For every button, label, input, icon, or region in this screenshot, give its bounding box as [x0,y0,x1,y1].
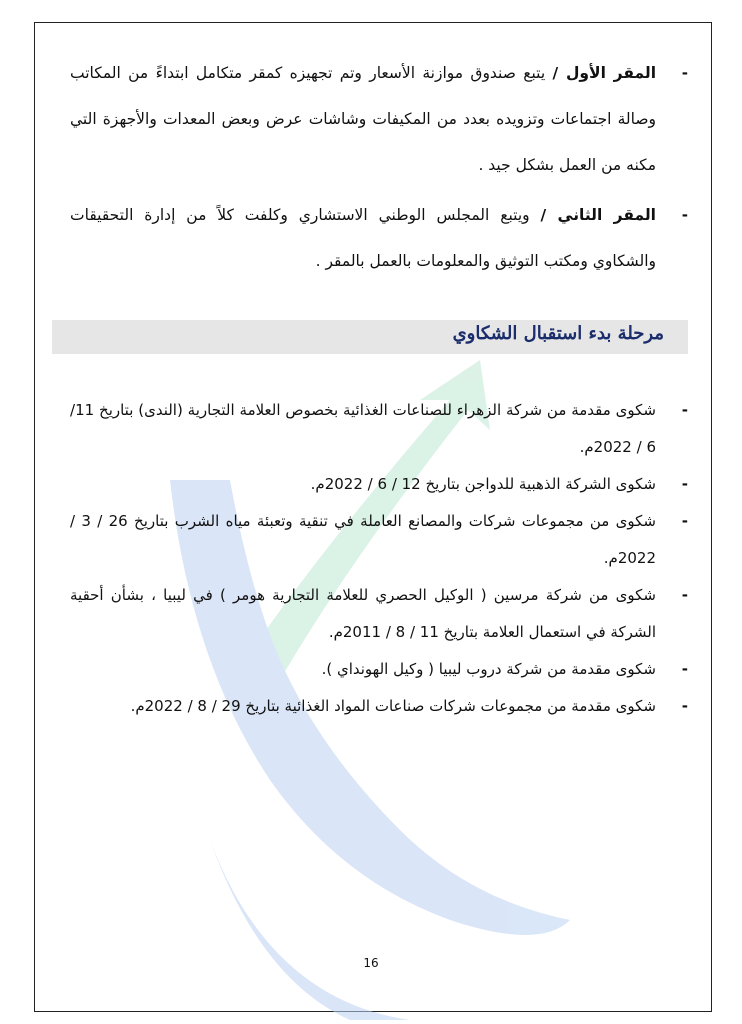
list-item-text: شكوى الشركة الذهبية للدواجن بتاريخ 12 / 6 / 2022م. [310,475,656,493]
bullet: - [681,586,688,604]
intro-paragraph-2 [70,192,688,284]
intro-paragraph-1 [70,50,688,188]
list-item [70,466,688,503]
bullet: - [681,512,688,530]
list-item [70,503,688,577]
complaints-list [70,392,688,725]
list-item [70,577,688,651]
paragraph-label: المقر الثاني / [540,206,656,224]
bullet: - [681,64,688,82]
list-item-text: شكوى من مجموعات شركات والمصانع العاملة في تنقية وتعبئة مياه الشرب بتاريخ 26 / 3 / 2022م. [70,512,657,567]
list-item-text: شكوى من شركة مرسين ( الوكيل الحصري للعلامة التجارية هومر ) في ليبيا ، بشأن أحقية الشركة في استعمال العلامة بتاريخ 11 / 8 / 2011م. [70,586,656,641]
paragraph-text: ويتبع المجلس الوطني الاستشاري وكلفت كلاً من إدارة التحقيقات والشكاوي ومكتب التوثيق والمعلومات بالعمل بالمقر . [70,206,656,270]
bullet: - [681,697,688,715]
document-body [70,50,688,725]
list-item-text: شكوى مقدمة من شركة الزهراء للصناعات الغذائية بخصوص العلامة التجارية (الندى) بتاريخ 11/ 6 / 2022م. [70,401,656,456]
paragraph-label: المقر الأول / [552,64,657,82]
list-item-text: شكوى مقدمة من مجموعات شركات صناعات المواد الغذائية بتاريخ 29 / 8 / 2022م. [130,697,656,715]
list-item [70,651,688,688]
paragraph-text: يتبع صندوق موازنة الأسعار وتم تجهيزه كمقر متكامل ابتداءً من المكاتب وصالة اجتماعات وتزويده بعدد من المكيفات وشاشات عرض وبعض المعدات والأجهزة التي مكنه من العمل بشكل جيد . [70,64,656,174]
list-item [70,688,688,725]
bullet: - [681,660,688,678]
page-number: 16 [363,956,379,970]
list-item [70,392,688,466]
list-item-text: شكوى مقدمة من شركة دروب ليبيا ( وكيل الهونداي ). [321,660,656,678]
bullet: - [681,401,688,419]
section-heading [52,320,688,354]
section-heading-text: مرحلة بدء استقبال الشكاوي [452,323,664,344]
bullet: - [681,206,688,224]
bullet: - [681,475,688,493]
